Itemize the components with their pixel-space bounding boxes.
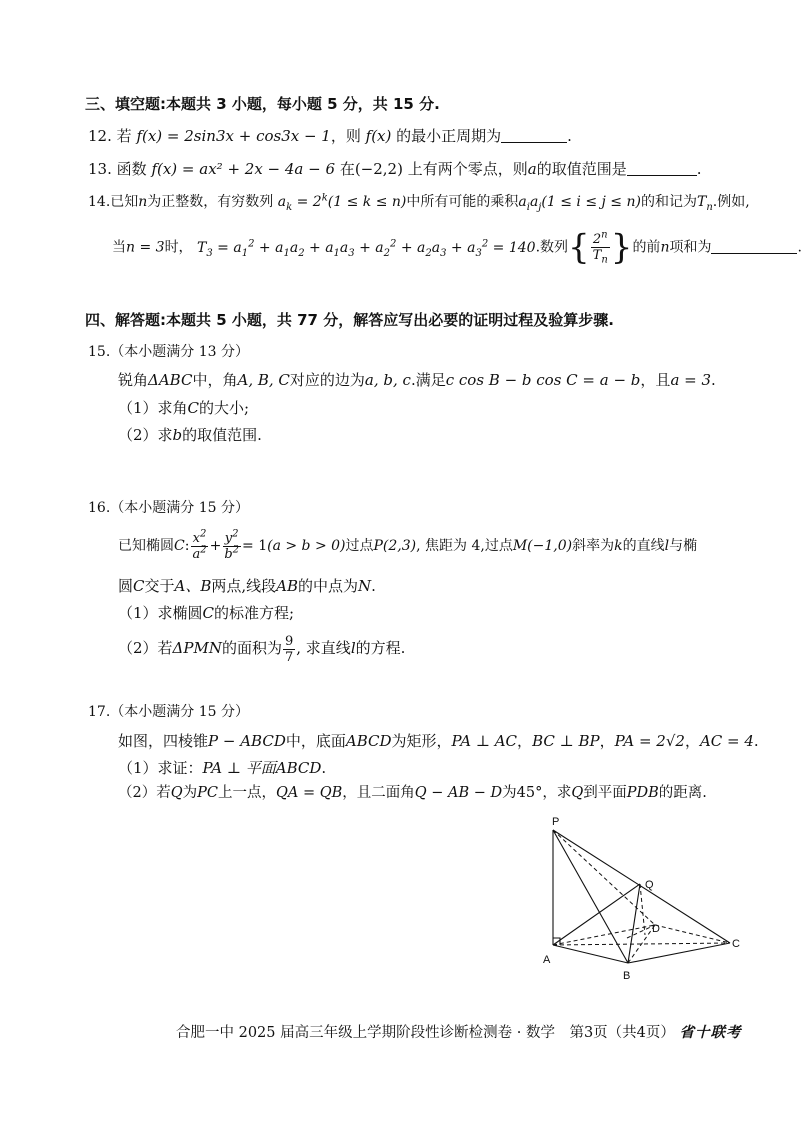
q14-text: 时， — [164, 239, 193, 256]
q17-text: 为矩形， — [391, 732, 452, 750]
q14-variable: n — [660, 239, 670, 256]
q13-number: 13. — [88, 160, 112, 178]
q13-interval: (−2,2) — [354, 160, 403, 178]
q13-text: 在 — [339, 160, 355, 178]
q16-text: 的面积为 — [221, 639, 282, 657]
q15-text: （1）求角 — [118, 399, 188, 417]
q17-text: ， — [599, 732, 615, 750]
q17-text: （2）若 — [118, 785, 171, 801]
q13-text: 上有两个零点，则 — [407, 160, 528, 178]
q17-part-1 — [118, 758, 326, 778]
label-a: A — [543, 954, 551, 966]
fraction-denominator: 7 — [284, 649, 294, 665]
q16-area-fraction — [283, 634, 295, 665]
edge-pb — [553, 830, 628, 963]
q16-header: 16.（本小题满分 15 分） — [88, 500, 249, 516]
question-14-line-2: 当n = 3时， $T_3 = a_1^2 + a_1a_2 + a_1a_3 + a_2^2 + a_2a_3 + a_3^2 = 140$.数列{ $\frac{2^n}{T_n}$ }的前n项和为 . — [112, 227, 802, 268]
q16-text: 的标准方程; — [214, 604, 295, 622]
q13-formula: f(x) = ax² + 2x − 4a − 6 — [151, 160, 336, 178]
q16-text: 的直线 — [622, 538, 665, 554]
q14-text: 当 — [112, 239, 126, 256]
edge-bc — [628, 943, 730, 963]
q17-text: 如图，四棱锥 — [118, 732, 209, 750]
q17-angle: 45° — [516, 785, 543, 801]
question-14-line-1 — [88, 192, 750, 212]
fraction-numerator: 9 — [284, 633, 294, 649]
q14-text: 数列 — [540, 239, 569, 256]
q15-triangle: ΔABC — [148, 371, 193, 389]
segment-bq — [628, 884, 640, 963]
q17-text: 中，底面 — [285, 732, 346, 750]
q12-text: . — [567, 127, 572, 145]
footer-text: 合肥一中 2025 届高三年级上学期阶段性诊断检测卷 · 数学 第3页（共4页） — [176, 1025, 675, 1041]
q17-condition: QA = QB — [275, 785, 343, 801]
section-4-title: 四、解答题:本题共 5 小题，共 77 分，解答应写出必要的证明过程及验算步骤. — [85, 311, 614, 329]
q14-tn: $T_n$ — [696, 194, 713, 213]
q16-text: （1）求椭圆 — [118, 604, 203, 622]
q16-text: 斜率为 — [572, 538, 615, 554]
q16-segment: AB — [276, 577, 299, 595]
left-brace: { — [568, 227, 590, 268]
q17-base: ABCD — [345, 732, 392, 750]
answer-blank[interactable] — [627, 161, 697, 176]
section-3-title: 三、填空题:本题共 3 小题，每小题 5 分，共 15 分. — [85, 95, 440, 113]
q17-text: ， — [517, 732, 533, 750]
q15-sides: a, b, c — [364, 371, 411, 389]
q16-frac-x: $\frac{x^2}{a^2}$ — [192, 528, 207, 562]
q14-tn-symbol: T — [696, 194, 707, 210]
q15-header: 15.（本小题满分 13 分） — [88, 344, 249, 360]
q16-text: , 求直线 — [296, 639, 351, 657]
q17-text: 为 — [502, 785, 517, 801]
q17-plane: PDB — [626, 785, 659, 801]
q16-text: , 焦距为 4,过点 — [416, 538, 513, 554]
q13-text: 函数 — [116, 160, 147, 178]
q12-text: 若 — [116, 127, 132, 145]
q17-dihedral: Q − AB − D — [414, 785, 503, 801]
pyramid-figure — [535, 810, 775, 995]
q16-variable: k — [614, 538, 623, 554]
q12-formula: f(x) = 2sin3x + cos3x − 1 — [136, 127, 331, 145]
exam-stamp: 省十联考 — [679, 1024, 742, 1041]
q14-text: 的和记为 — [640, 194, 697, 210]
q17-text: 为 — [182, 785, 198, 801]
q17-text: . — [321, 759, 327, 777]
right-brace: } — [610, 227, 633, 268]
question-12 — [88, 126, 572, 146]
q15-part-1 — [118, 398, 249, 418]
q16-text: . — [371, 577, 376, 595]
q17-text: 的距离. — [658, 785, 707, 801]
q16-text: 过点 — [345, 538, 374, 554]
edge-ad — [553, 925, 655, 945]
q16-text: （2）若 — [118, 639, 173, 657]
q17-text: 上一点， — [217, 785, 276, 801]
q15-text: 锐角 — [118, 371, 149, 389]
answer-blank[interactable] — [501, 128, 567, 143]
q16-point: P(2,3) — [373, 538, 417, 554]
q16-statement-line-2 — [118, 576, 376, 596]
segment-aq — [553, 884, 640, 945]
q15-text: ，且 — [640, 371, 671, 389]
q15-text: 的取值范围. — [182, 426, 262, 444]
edge-ab — [553, 945, 628, 963]
q16-triangle: ΔPMN — [172, 639, 222, 657]
q17-statement: 如图，四棱锥P − ABCD中，底面ABCD为矩形，PA ⊥ AC，BC ⊥ BP，PA = 2√2，AC = 4. — [118, 732, 759, 750]
q14-example: $T_3 = a_1^2 + a_1a_2 + a_1a_3 + a_2^2 + a_2a_3 + a_3^2 = 140$ — [197, 237, 536, 259]
q12-text: ，则 — [330, 127, 361, 145]
q17-variable: Q — [571, 785, 584, 801]
q17-segment: PC — [197, 785, 218, 801]
q17-plane: ABCD — [275, 759, 322, 777]
q15-text: . — [711, 371, 716, 389]
q16-variable: l — [350, 639, 356, 657]
q16-condition: (a > b > 0) — [267, 538, 346, 554]
q17-text: ，且二面角 — [342, 785, 415, 801]
q16-text: 与椭 — [669, 538, 698, 554]
q16-variable: N — [358, 577, 372, 595]
q16-part-2 — [118, 630, 405, 666]
q13-text: 的取值范围是 — [536, 160, 627, 178]
q14-text: 为正整数，有穷数列 — [147, 194, 274, 210]
q15-text: （2）求 — [118, 426, 173, 444]
page-footer — [176, 1021, 742, 1042]
q14-fraction: $\frac{2^n}{T_n}$ — [592, 229, 608, 266]
q14-text: 中所有可能的乘积 — [406, 194, 519, 210]
q16-part-1 — [118, 603, 294, 623]
q14-sequence: $a_k = 2^k(1 \le k \le n)$ — [277, 192, 407, 213]
q17-pyramid: P − ABCD — [208, 732, 286, 750]
q17-text: 到平面 — [583, 785, 627, 801]
q17-header: 17.（本小题满分 15 分） — [88, 704, 249, 720]
q17-condition: BC ⊥ BP — [532, 732, 600, 750]
q15-angles: A, B, C — [237, 371, 290, 389]
label-p: P — [552, 816, 560, 828]
q16-text: 已知椭圆 — [118, 538, 174, 554]
q14-text: .例如, — [712, 194, 750, 210]
label-c: C — [732, 938, 740, 950]
q15-part-2 — [118, 425, 262, 445]
q13-text: . — [696, 160, 702, 178]
q17-part-2 — [118, 783, 707, 803]
edge-pd — [553, 830, 655, 925]
q17-text: （1）求证： — [118, 759, 203, 777]
q14-variable: n — [138, 194, 148, 210]
q16-variable: C — [202, 604, 215, 622]
q17-claim: PA ⊥ 平面 — [202, 759, 276, 777]
q16-variable: C — [174, 538, 185, 554]
q16-text: 交于 — [144, 577, 175, 595]
label-d: D — [652, 923, 660, 935]
q15-text: 的大小; — [199, 399, 250, 417]
q15-variable: C — [187, 399, 200, 417]
q17-text: ，求 — [542, 785, 572, 801]
q12-text: 的最小正周期为 — [396, 127, 502, 145]
q16-point: M(−1,0) — [512, 538, 573, 554]
q15-text: 中，角 — [192, 371, 238, 389]
q14-text: 项和为 — [669, 239, 712, 256]
q16-variable: l — [664, 538, 670, 554]
q17-text: ， — [684, 732, 700, 750]
q14-text: 的前 — [632, 239, 661, 256]
q15-variable: b — [172, 426, 183, 444]
answer-blank[interactable] — [711, 239, 797, 254]
q12-formula: f(x) — [365, 127, 392, 145]
q17-condition: PA = 2√2 — [614, 732, 685, 750]
q14-number: 14. — [88, 194, 111, 210]
q16-text: 两点,线段 — [211, 577, 277, 595]
q14-condition: n = 3 — [126, 239, 165, 256]
q16-statement-line-1: 已知椭圆C: $\frac{x^2}{a^2}$ + $\frac{y^2}{b^2}$ = 1(a > b > 0)过点P(2,3), 焦距为 4,过点M(−1,0)斜率为k的直线l与椭 — [118, 528, 698, 562]
edge-dc — [655, 925, 730, 943]
q13-variable: a — [527, 160, 537, 178]
q14-text: 已知 — [110, 194, 139, 210]
q15-equation: c cos B − b cos C = a − b — [445, 371, 641, 389]
q15-value: a = 3 — [670, 371, 712, 389]
q15-text: .满足 — [410, 371, 446, 389]
q12-number: 12. — [88, 127, 112, 145]
question-13 — [88, 159, 702, 179]
q16-text: 的方程. — [355, 639, 406, 657]
q17-condition: AC = 4 — [699, 732, 754, 750]
label-b: B — [623, 970, 631, 982]
q14-sequence-symbol: a — [277, 194, 287, 210]
q14-text: . — [797, 239, 802, 256]
q16-variable: C — [133, 577, 145, 595]
q15-text: 对应的边为 — [289, 371, 365, 389]
q16-points: A、B — [174, 577, 212, 595]
q16-frac-y: $\frac{y^2}{b^2}$ — [224, 528, 240, 562]
q15-statement — [118, 370, 716, 390]
q14-product: $a_ia_j(1 \le i \le j \le n)$ — [518, 194, 641, 213]
label-q: Q — [645, 879, 654, 891]
q17-condition: PA ⊥ AC — [451, 732, 518, 750]
q17-variable: Q — [170, 785, 183, 801]
q16-text: 的中点为 — [298, 577, 359, 595]
q16-text: 圆 — [118, 577, 134, 595]
